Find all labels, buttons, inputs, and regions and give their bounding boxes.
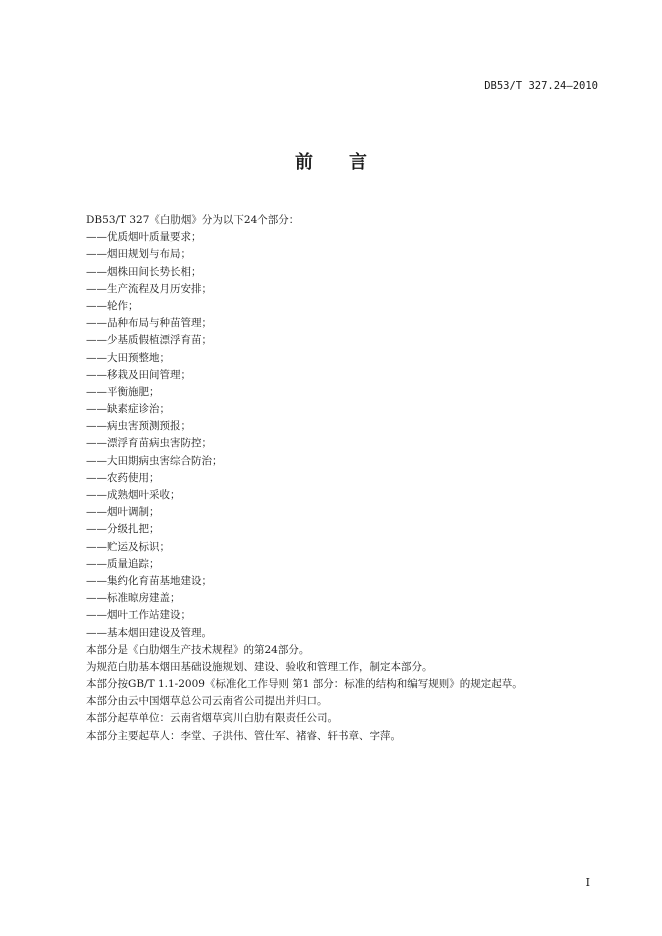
list-item: ——轮作；: [86, 299, 139, 312]
list-item: ——贮运及标识；: [86, 540, 170, 553]
list-item: ——少基质假植漂浮育苗；: [86, 334, 212, 347]
list-item: ——优质烟叶质量要求；: [86, 231, 202, 244]
list-item: ——烟叶工作站建设；: [86, 609, 191, 622]
list-item: ——集约化育苗基地建设；: [86, 574, 212, 587]
list-item: ——成熟烟叶采收；: [86, 489, 181, 501]
list-item: ——品种布局与种苗管理；: [86, 317, 212, 330]
list-item: ——分级扎把；: [86, 523, 160, 536]
document-code: DB53/T 327.24—2010: [484, 80, 598, 92]
list-item: ——漂浮育苗病虫害防控；: [86, 437, 212, 450]
list-item: ——烟田规划与布局；: [86, 248, 191, 261]
list-item: ——质量追踪；: [86, 557, 160, 570]
closing-paragraph: 为规范白肋基本烟田基础设施规划、建设、验收和管理工作，制定本部分。: [86, 660, 433, 673]
page-number: I: [585, 876, 590, 889]
list-item: ——标准晾房建盖；: [86, 592, 181, 605]
list-item: ——移栽及田间管理；: [86, 368, 191, 381]
list-item: ——病虫害预测预报；: [86, 420, 191, 433]
closing-paragraph: 本部分主要起草人：李堂、子洪伟、管仕军、褚睿、轩书章、字萍。: [86, 729, 401, 742]
list-item: ——生产流程及月历安排；: [86, 282, 212, 295]
intro-paragraph: DB53/T 327《白肋烟》分为以下24个部分：: [86, 214, 300, 226]
page-title: 前言: [295, 152, 403, 173]
closing-paragraph: 本部分按GB/T 1.1-2009《标准化工作导则 第1 部分：标准的结构和编写规则》的规定起草。: [86, 678, 523, 691]
list-item: ——大田预整地；: [86, 351, 170, 364]
closing-paragraph: 本部分是《白肋烟生产技术规程》的第24部分。: [86, 643, 310, 656]
closing-paragraph: 本部分起草单位：云南省烟草宾川白肋有限责任公司。: [86, 712, 338, 725]
list-item: ——烟叶调制；: [86, 506, 160, 519]
list-item: ——基本烟田建设及管理。: [86, 626, 212, 639]
document-body: [86, 212, 596, 745]
list-item: ——缺素症诊治；: [86, 403, 170, 416]
list-item: ——平衡施肥；: [86, 385, 160, 398]
list-item: ——农药使用；: [86, 471, 160, 484]
closing-paragraph: 本部分由云中国烟草总公司云南省公司提出并归口。: [86, 695, 328, 708]
list-item: ——大田期病虫害综合防治；: [86, 454, 223, 467]
list-item: ——烟株田间长势长相；: [86, 265, 202, 278]
